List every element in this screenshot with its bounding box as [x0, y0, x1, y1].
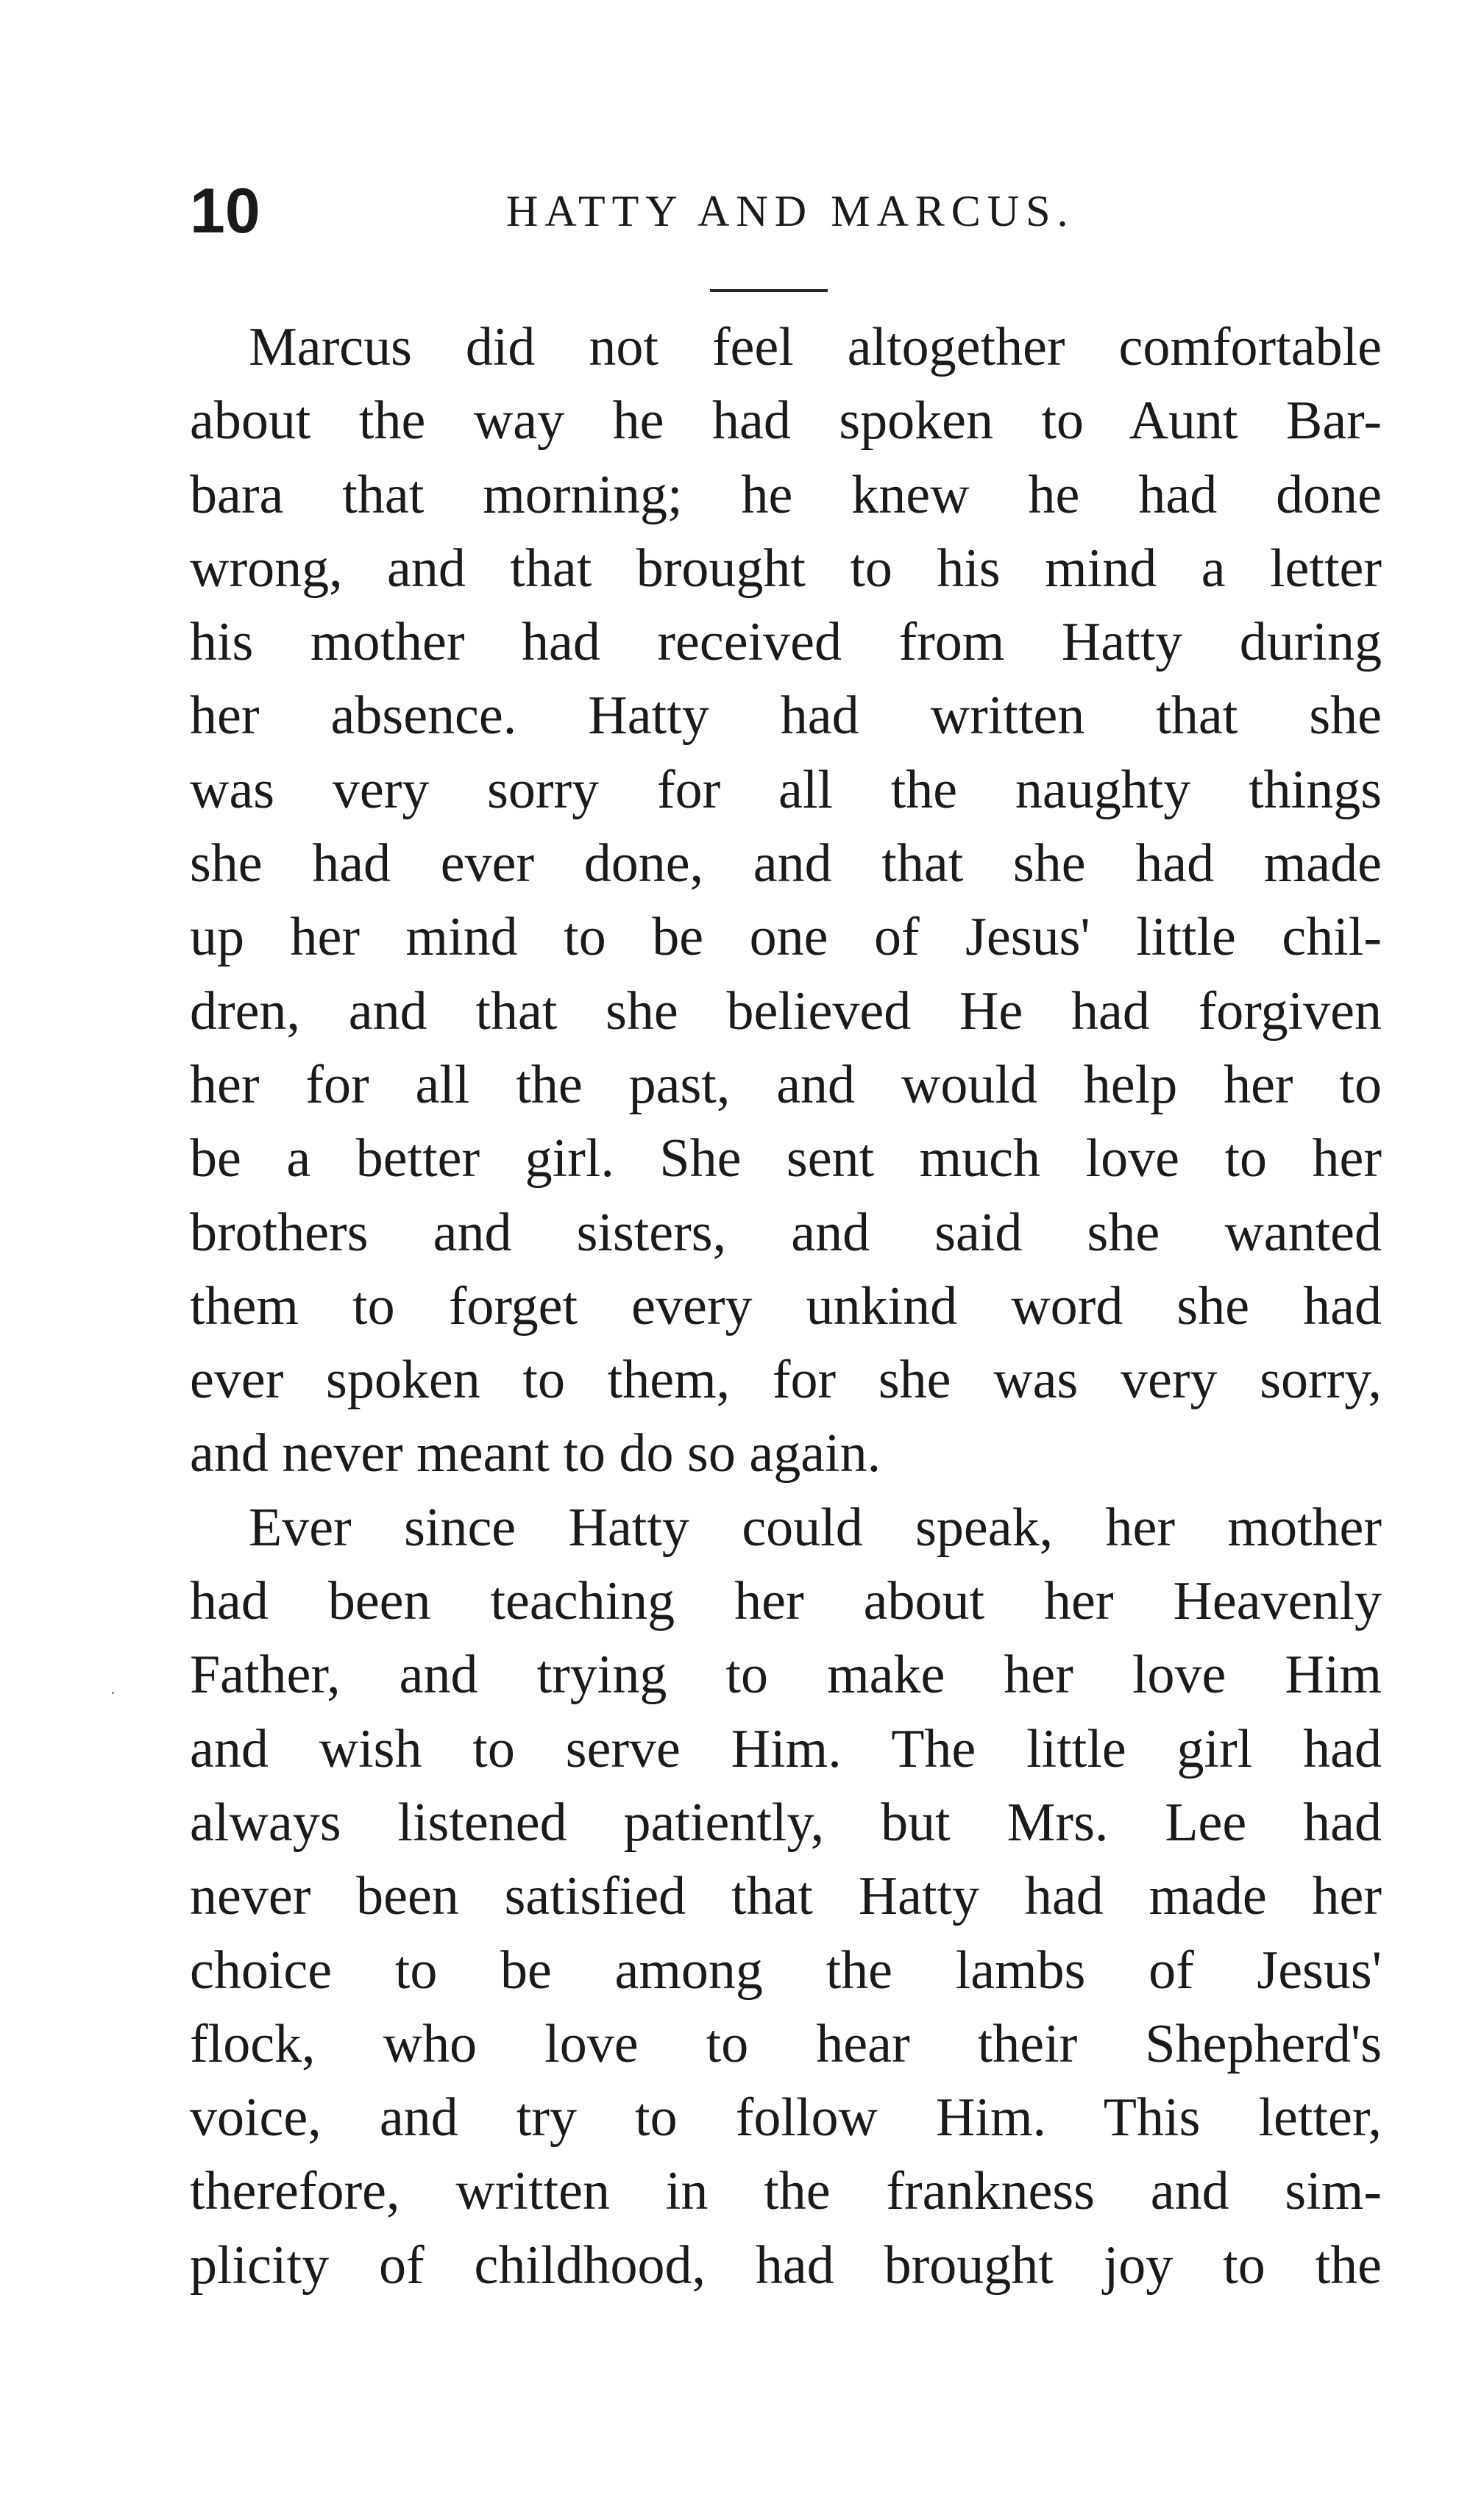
running-head-title: HATTY AND MARCUS. [506, 187, 1075, 235]
text-line: always listened patiently, but Mrs. Lee had [190, 1792, 1382, 1853]
text-line: never been satisfied that Hatty had made her [190, 1866, 1382, 1927]
text-line: and never meant to do so again. [190, 1423, 881, 1484]
text-line: her absence. Hatty had written that she [190, 686, 1382, 747]
text-line: flock, who love to hear their Shepherd's [190, 2013, 1382, 2074]
header-divider [710, 289, 828, 292]
text-line: about the way he had spoken to Aunt Bar- [190, 391, 1382, 452]
text-line: wrong, and that brought to his mind a letter [190, 538, 1382, 599]
text-line: Ever since Hatty could speak, her mother [249, 1497, 1382, 1558]
text-line: had been teaching her about her Heavenly [190, 1571, 1382, 1632]
text-line: Father, and trying to make her love Him [190, 1645, 1382, 1706]
text-line: her for all the past, and would help her to [190, 1054, 1382, 1115]
text-line: be a better girl. She sent much love to her [190, 1128, 1382, 1189]
paragraph-2 [190, 1491, 1382, 2302]
text-line: was very sorry for all the naughty things [190, 759, 1382, 820]
running-head [190, 171, 1382, 252]
text-line: dren, and that she believed He had forgiven [190, 980, 1382, 1042]
text-line: she had ever done, and that she had made [190, 833, 1382, 894]
margin-speck [112, 1692, 114, 1694]
paragraph-1 [190, 310, 1382, 1491]
text-line: them to forget every unkind word she had [190, 1275, 1382, 1336]
text-line: brothers and sisters, and said she wanted [190, 1202, 1382, 1263]
text-line: therefore, written in the frankness and sim- [190, 2161, 1382, 2222]
text-line: bara that morning; he knew he had done [190, 464, 1382, 525]
page-number: 10 [190, 176, 260, 246]
text-line: plicity of childhood, had brought joy to the [190, 2235, 1382, 2296]
text-line: and wish to serve Him. The little girl had [190, 1718, 1382, 1779]
body-text [190, 310, 1382, 2302]
text-line: voice, and try to follow Him. This letter, [190, 2087, 1382, 2149]
text-line: his mother had received from Hatty during [190, 612, 1382, 673]
text-line: ever spoken to them, for she was very sorry, [190, 1350, 1382, 1411]
text-line: Marcus did not feel altogether comfortable [249, 317, 1382, 377]
text-line: choice to be among the lambs of Jesus' [190, 1940, 1382, 2001]
text-line: up her mind to be one of Jesus' little chil- [190, 907, 1382, 968]
